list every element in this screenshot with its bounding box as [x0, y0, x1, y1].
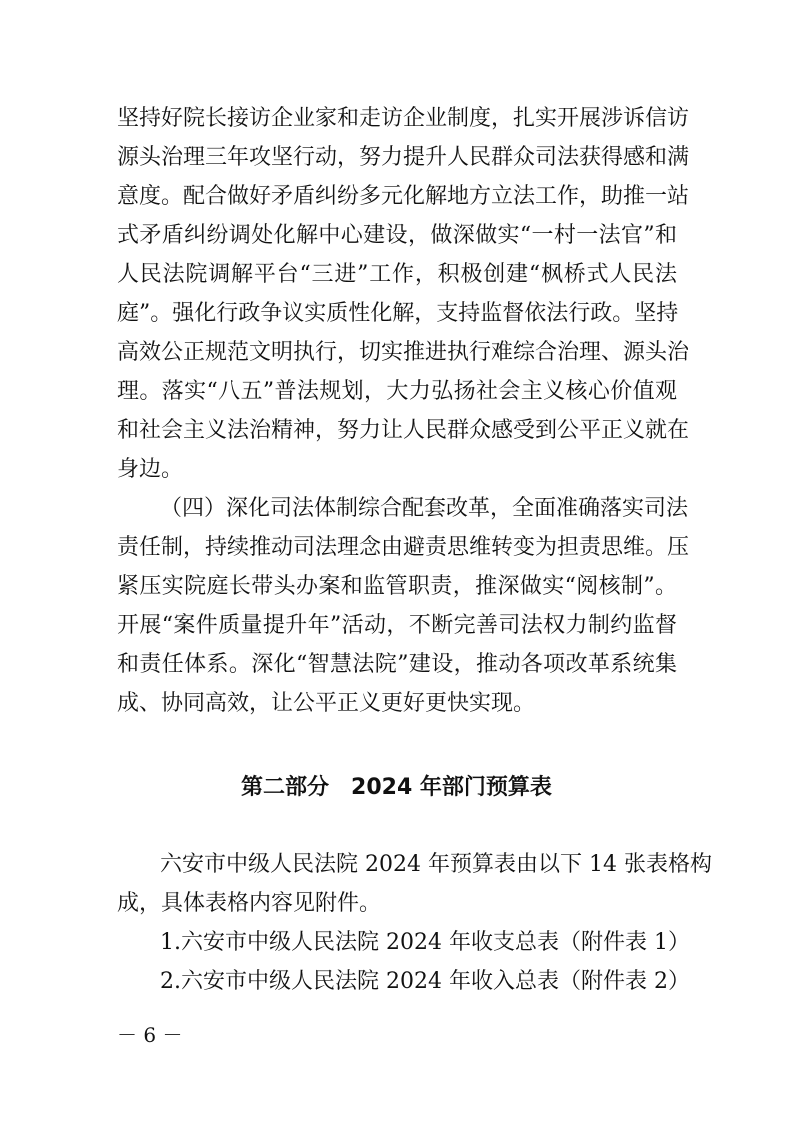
- page-number: － 6 －: [117, 1023, 183, 1047]
- body-line: 和社会主义法治精神，努力让人民群众感受到公平正义就在: [117, 418, 690, 443]
- body-line: 理。落实“八五”普法规划，大力弘扬社会主义核心价值观: [117, 379, 677, 404]
- section-heading: 第二部分 2024 年部门预算表: [241, 775, 552, 800]
- body-line: （四）深化司法体制综合配套改革，全面准确落实司法: [160, 496, 689, 521]
- body-line: 坚持好院长接访企业家和走访企业制度，扎实开展涉诉信访: [117, 106, 690, 131]
- intro-line: 成，具体表格内容见附件。: [117, 891, 382, 916]
- body-line: 成、协同高效，让公平正义更好更快实现。: [117, 691, 536, 716]
- body-line: 式矛盾纠纷调处化解中心建设，做深做实“一村一法官”和: [117, 223, 677, 248]
- list-item: 2.六安市中级人民法院 2024 年收入总表（附件表 2）: [160, 969, 690, 994]
- body-line: 高效公正规范文明执行，切实推进执行难综合治理、源头治: [117, 340, 690, 365]
- body-line: 意度。配合做好矛盾纠纷多元化解地方立法工作，助推一站: [117, 184, 690, 209]
- body-line: 人民法院调解平台“三进”工作，积极创建“枫桥式人民法: [117, 262, 677, 287]
- intro-line: 六安市中级人民法院 2024 年预算表由以下 14 张表格构: [160, 852, 712, 877]
- body-line: 责任制，持续推动司法理念由避责思维转变为担责思维。压: [117, 535, 690, 560]
- body-line: 开展“案件质量提升年”活动，不断完善司法权力制约监督: [117, 613, 677, 638]
- body-line: 源头治理三年攻坚行动，努力提升人民群众司法获得感和满: [117, 145, 690, 170]
- body-line: 紧压实院庭长带头办案和监管职责，推深做实“阅核制”。: [117, 574, 677, 599]
- body-line: 身边。: [117, 457, 184, 482]
- list-item: 1.六安市中级人民法院 2024 年收支总表（附件表 1）: [160, 930, 690, 955]
- body-line: 庭”。强化行政争议实质性化解，支持监督依法行政。坚持: [117, 301, 679, 326]
- body-line: 和责任体系。深化“智慧法院”建设，推动各项改革系统集: [117, 652, 677, 677]
